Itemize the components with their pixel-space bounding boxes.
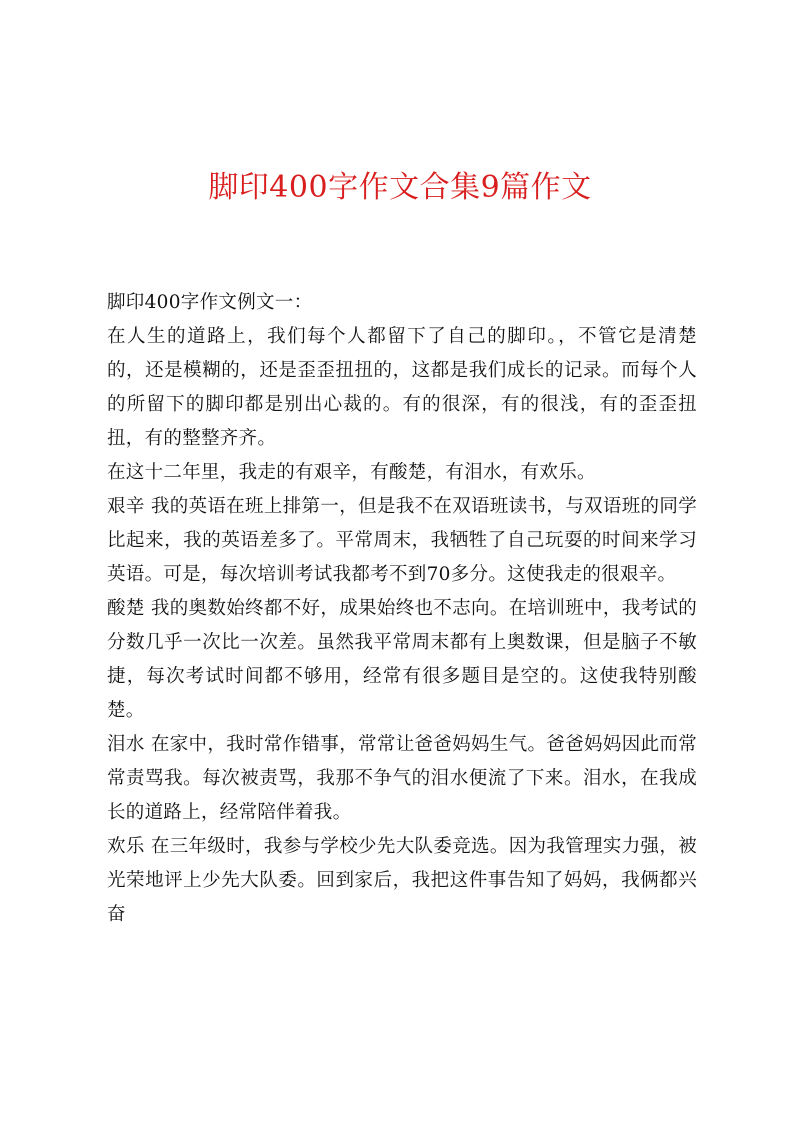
document-title: 脚印400字作文合集9篇作文 (208, 170, 592, 205)
paragraph-example-heading: 脚印400字作文例文一： (107, 292, 313, 313)
paragraph-tears: 泪水 在家中，我时常作错事，常常让爸爸妈妈生气。爸爸妈妈因此而常常责骂我。每次被责骂，我那不争气的泪水便流了下来。泪水，在我成长的道路上，经常陪伴着我。 (107, 734, 697, 823)
paragraph-intro: 在人生的道路上，我们每个人都留下了自己的脚印。，不管它是清楚的，还是模糊的，还是歪歪扭扭的，这都是我们成长的记录。而每个人的所留下的脚印都是别出心裁的。有的很深，有的很浅，有的歪歪扭扭，有的整整齐齐。 (107, 326, 697, 449)
document-body (107, 286, 697, 932)
paragraph-joy: 欢乐 在三年级时，我参与学校少先大队委竞选。因为我管理实力强，被光荣地评上少先大队委。回到家后，我把这件事告知了妈妈，我俩都兴奋 (107, 836, 697, 925)
paragraph-summary: 在这十二年里，我走的有艰辛，有酸楚，有泪水，有欢乐。 (107, 462, 596, 483)
paragraph-sourness: 酸楚 我的奥数始终都不好，成果始终也不志向。在培训班中，我考试的分数几乎一次比一次差。虽然我平常周末都有上奥数课，但是脑子不敏捷，每次考试时间都不够用，经常有很多题目是空的。这使我特别酸楚。 (107, 598, 697, 721)
paragraph-hardship: 艰辛 我的英语在班上排第一，但是我不在双语班读书，与双语班的同学比起来，我的英语差多了。平常周末，我牺牲了自己玩耍的时间来学习英语。可是，每次培训考试我都考不到70多分。这使我走的很艰辛。 (107, 496, 697, 585)
